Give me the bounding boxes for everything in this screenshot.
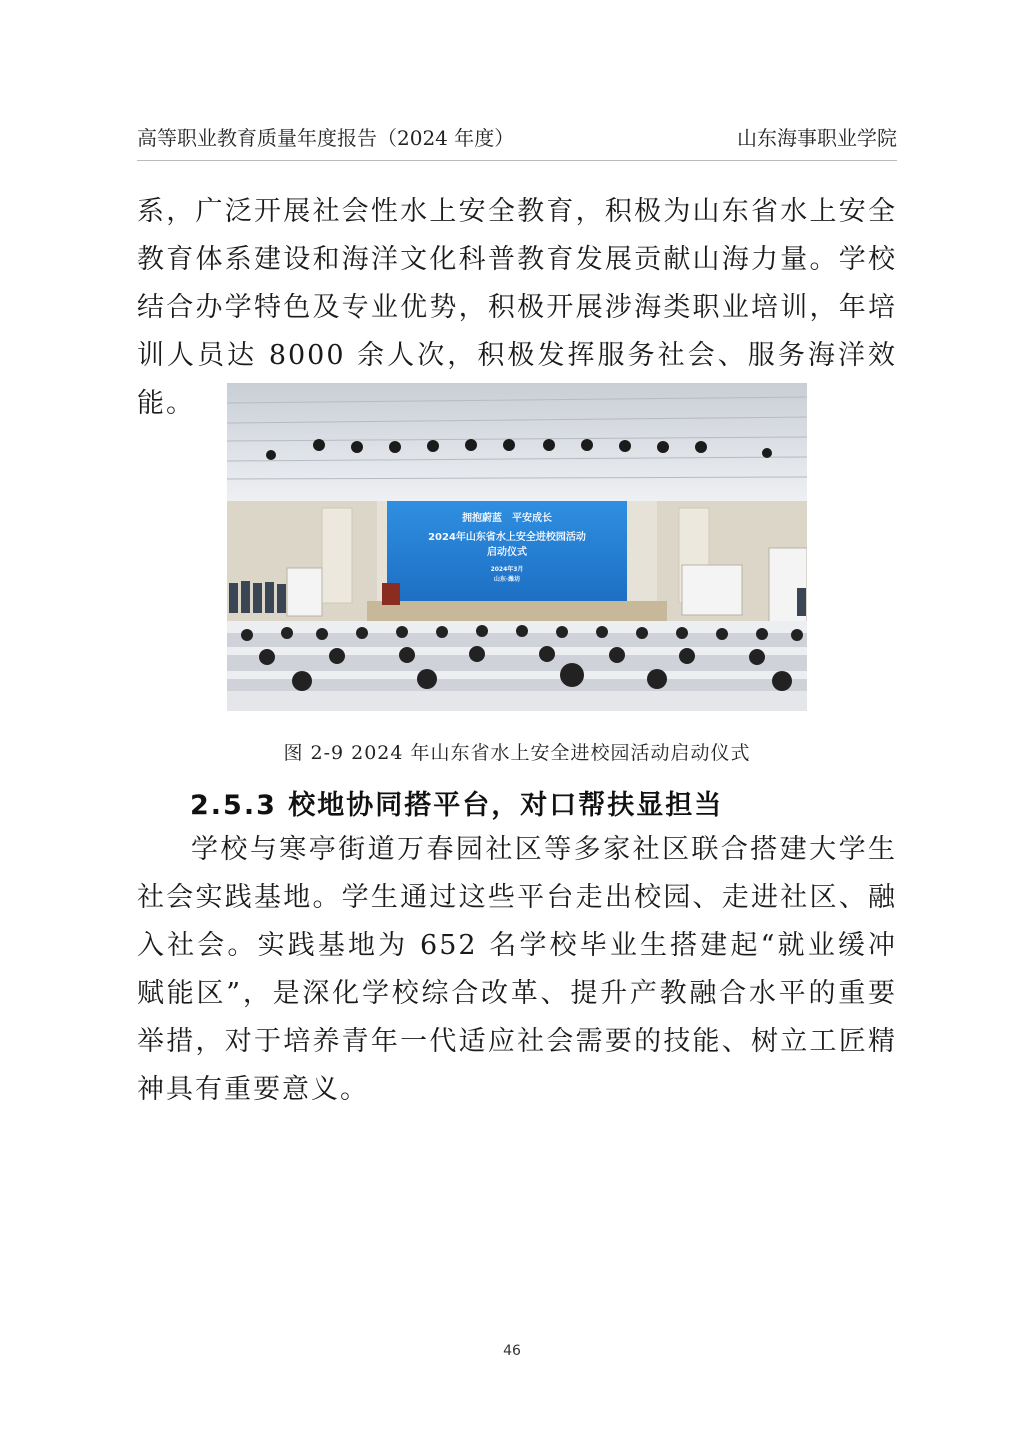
screen-event-title: 2024年山东省水上安全进校园活动 [428, 532, 586, 543]
institution-name: 山东海事职业学院 [737, 126, 897, 150]
screen-location: 山东·潍坊 [493, 576, 521, 583]
screen-ceremony: 启动仪式 [487, 547, 527, 558]
page-number: 46 [503, 1343, 521, 1359]
page-header [137, 122, 897, 154]
event-photo [227, 383, 807, 711]
screen-slogan: 拥抱蔚蓝 平安成长 [462, 513, 552, 524]
section-heading: 2.5.3 校地协同搭平台，对口帮扶显担当 [190, 790, 724, 821]
body-paragraph-2: 学校与寒亭街道万春园社区等多家社区联合搭建大学生社会实践基地。学生通过这些平台走出校园、走进社区、融入社会。实践基地为 652 名学校毕业生搭建起“就业缓冲赋能区”，是深化学校综合改革、提升产教融合水平的重要举措，对于培养青年一代适应社会需要的技能、树立工匠精神具有重要意义。 [137, 834, 897, 1105]
figure-caption: 图 2-9 2024 年山东省水上安全进校园活动启动仪式 [283, 742, 751, 764]
body-paragraph-1: 系，广泛开展社会性水上安全教育，积极为山东省水上安全教育体系建设和海洋文化科普教育发展贡献山海力量。学校结合办学特色及专业优势，积极开展涉海类职业培训，年培训人员达 8000 余人次，积极发挥服务社会、服务海洋效能。 [137, 196, 897, 419]
header-divider [137, 160, 897, 161]
event-photo-illustration [227, 383, 807, 711]
report-title: 高等职业教育质量年度报告（2024 年度） [137, 126, 515, 150]
screen-date: 2024年3月 [490, 566, 524, 573]
